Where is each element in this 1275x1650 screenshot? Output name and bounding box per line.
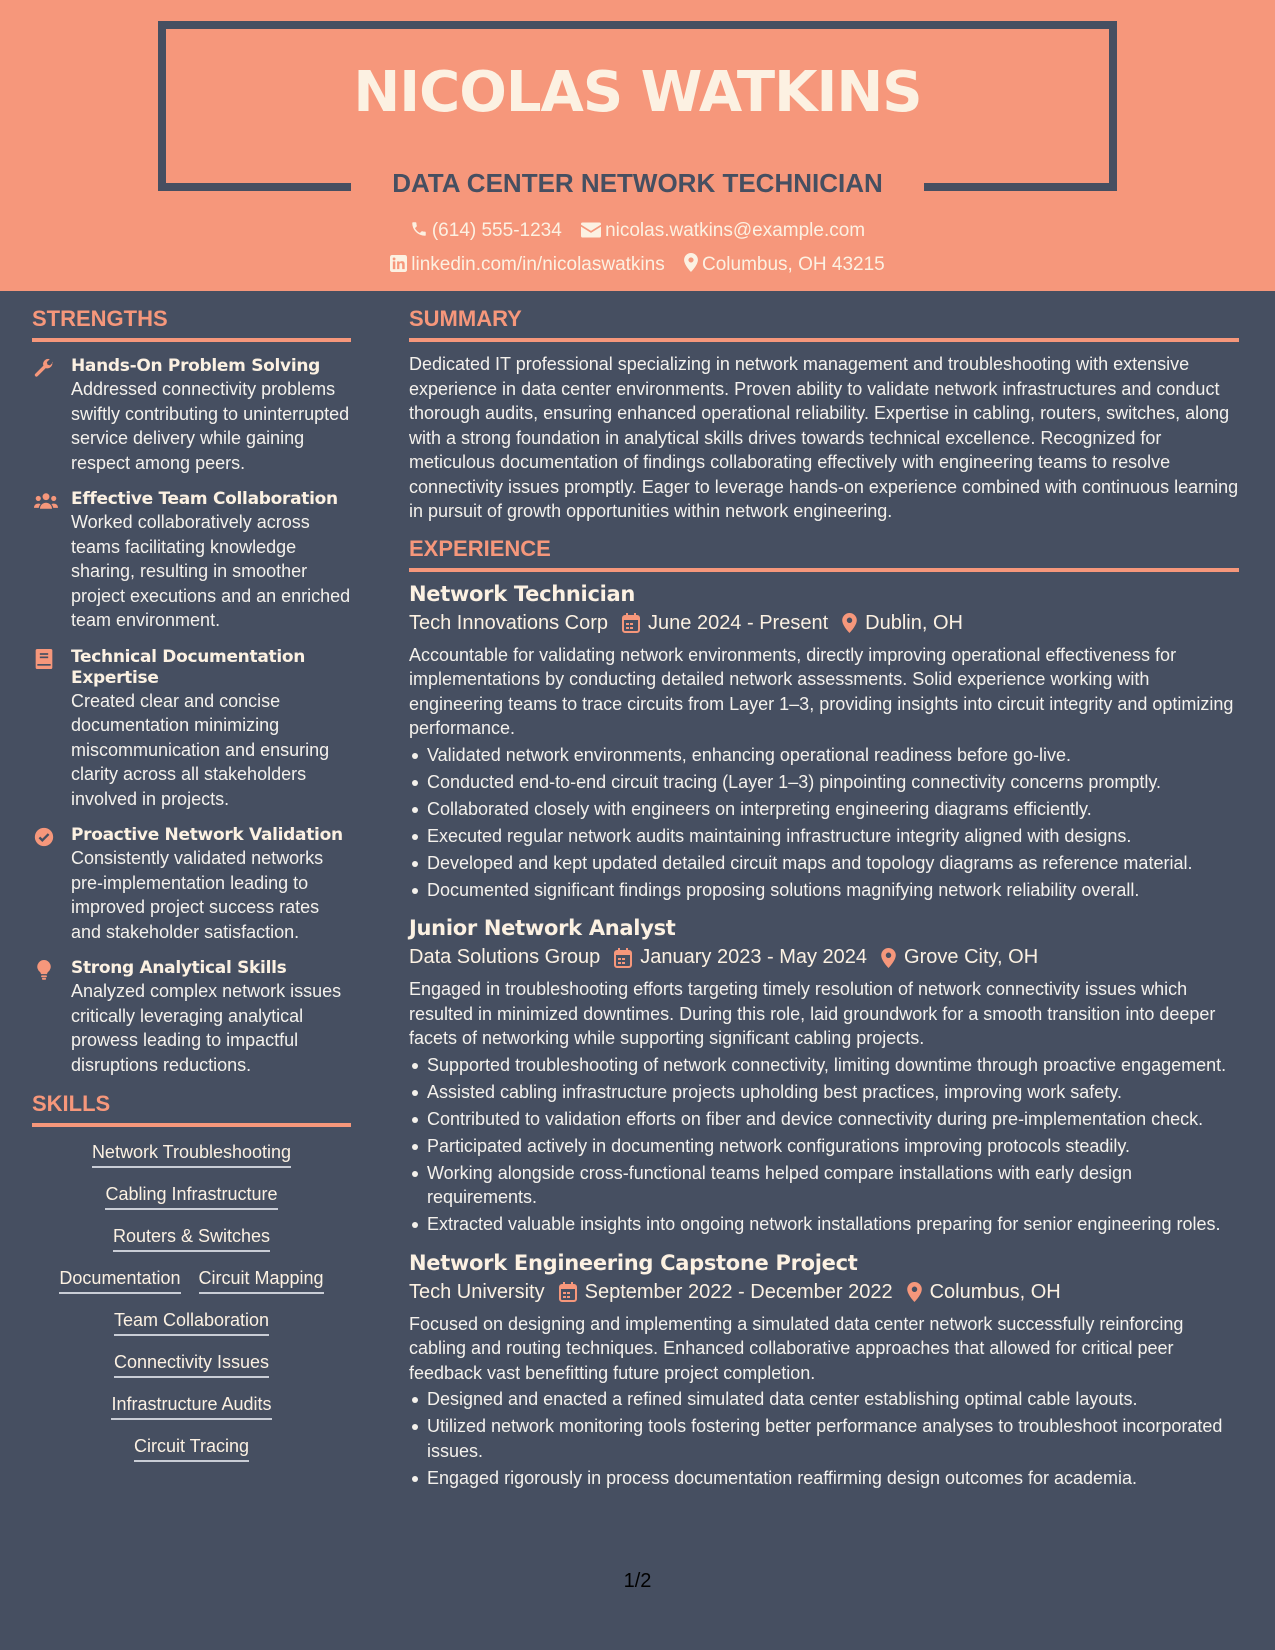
contact-row [0,253,1275,276]
phone-contact[interactable] [410,220,562,242]
company-name: Tech Innovations Corp [409,611,609,634]
check-circle-icon [34,827,54,847]
envelope-icon [581,222,601,238]
bullet-item: Contributed to validation efforts on fiber and device connectivity during pre-implementation check. [409,1107,1239,1132]
strength-text: Worked collaboratively across teams facilitating knowledge sharing, resulting in smoother project executions and an enriched team environment. [71,512,351,630]
section-heading: STRENGTHS [32,306,168,331]
left-column [32,306,351,1477]
strength-item [32,647,351,812]
bullet-item: Executed regular network audits maintaining infrastructure integrity aligned with designs. [409,824,1239,849]
summary-section [409,306,1239,524]
map-pin-icon [684,253,698,272]
resume-header [0,0,1275,291]
job-description: Engaged in troubleshooting efforts targeting timely resolution of network connectivity issues which resulted in minimized downtimes. During this role, laid groundwork for a smooth transition into deeper facets of networking while supporting significant cabling projects. [409,979,1216,1048]
job-bullets [409,1387,1239,1490]
experience-entry [409,1249,1239,1491]
bullet-item: Documented significant findings proposing solutions magnifying network reliability overall. [409,878,1239,903]
bullet-item: Assisted cabling infrastructure projects upholding best practices, improving work safety. [409,1080,1239,1105]
section-divider [32,1123,351,1127]
calendar-icon [559,1282,577,1302]
email-text: nicolas.watkins@example.com [605,220,866,241]
section-heading: SUMMARY [409,306,522,331]
job-bullets [409,743,1239,903]
strength-text: Consistently validated networks pre-implementation leading to improved project success rates and stakeholder satisfaction. [71,848,324,942]
bullet-item: Utilized network monitoring tools fostering better performance analyses to troubleshoot incorporated issues. [409,1414,1239,1463]
experience-section [409,536,1239,1491]
job-dates: September 2022 - December 2022 [584,1280,893,1303]
right-column [409,306,1239,1493]
bullet-item: Participated actively in documenting network configurations improving protocols steadily. [409,1134,1239,1159]
header-frame [158,21,1117,29]
job-meta [409,612,1239,635]
skills-section [32,1091,351,1462]
job-bullets [409,1053,1239,1237]
strength-title: Hands-On Problem Solving [71,356,321,376]
skill-tag: Circuit Tracing [134,1435,249,1462]
section-heading: EXPERIENCE [409,535,551,561]
experience-entry [409,914,1239,1237]
skill-tag: Documentation [59,1267,180,1294]
company-name: Tech University [409,1280,545,1303]
phone-text: (614) 555-1234 [431,220,562,241]
job-role: Network Technician [409,581,636,606]
section-heading: SKILLS [32,1091,111,1116]
skill-tag: Routers & Switches [113,1225,270,1252]
map-pin-icon [881,948,896,968]
strength-item [32,356,351,475]
strength-title: Proactive Network Validation [71,825,343,845]
job-description: Focused on designing and implementing a simulated data center network successfully reinforcing cabling and routing techniques. Enhanced collaborative approaches that allowed for critical peer feedback vast benefitting future project completion. [409,1313,1184,1383]
bullet-item: Supported troubleshooting of network connectivity, limiting downtime through proactive engagement. [409,1053,1239,1078]
section-divider [32,338,351,342]
location-text: Columbus, OH 43215 [702,254,885,275]
section-divider [409,568,1239,572]
company-name: Data Solutions Group [409,946,601,968]
bullet-item: Designed and enacted a refined simulated data center establishing optimal cable layouts. [409,1387,1239,1412]
strength-text: Analyzed complex network issues critically leveraging analytical prowess leading to impactful disruptions reductions. [71,981,342,1075]
skill-tag: Team Collaboration [114,1309,269,1336]
job-meta [409,1281,1239,1304]
contact-row [0,220,1275,242]
skill-tag: Cabling Infrastructure [105,1183,277,1210]
linkedin-text: linkedin.com/in/nicolaswatkins [411,254,665,275]
job-dates: January 2023 - May 2024 [640,946,868,968]
page-number: 1/2 [623,1570,652,1592]
bullet-item: Conducted end-to-end circuit tracing (Layer 1–3) pinpointing connectivity concerns promptly. [409,770,1239,795]
job-location: Grove City, OH [904,946,1039,968]
location-contact [684,253,885,276]
wrench-icon [34,358,54,378]
strength-item [32,958,351,1077]
bullet-item: Engaged rigorously in process documentation reaffirming design outcomes for academia. [409,1466,1239,1491]
section-divider [409,338,1239,342]
bullet-item: Extracted valuable insights into ongoing network installations preparing for senior engineering roles. [409,1212,1239,1237]
strength-title: Effective Team Collaboration [71,489,338,509]
job-location: Dublin, OH [865,611,963,634]
map-pin-icon [907,1282,922,1302]
calendar-icon [622,613,640,633]
users-icon [34,491,58,511]
linkedin-contact[interactable] [390,254,664,276]
job-role: Junior Network Analyst [409,916,676,940]
map-pin-icon [842,613,857,633]
strength-title: Technical Documentation Expertise [71,646,306,688]
job-title: DATA CENTER NETWORK TECHNICIAN [392,168,883,198]
strengths-section [32,306,351,1077]
calendar-icon [614,948,632,968]
candidate-name: NICOLAS WATKINS [353,60,922,125]
job-dates: June 2024 - Present [648,611,829,634]
bullet-item: Developed and kept updated detailed circuit maps and topology diagrams as reference material. [409,851,1239,876]
strength-title: Strong Analytical Skills [71,958,287,978]
lightbulb-icon [34,960,54,980]
skill-tag: Circuit Mapping [199,1267,324,1294]
skills-list [32,1141,351,1462]
bullet-item: Collaborated closely with engineers on interpreting engineering diagrams efficiently. [409,797,1239,822]
strength-text: Created clear and concise documentation minimizing miscommunication and ensuring clarity across all stakeholders involved in projects. [71,690,330,809]
strength-text: Addressed connectivity problems swiftly contributing to uninterrupted service delivery while gaining respect among peers. [71,379,350,473]
book-icon [34,649,54,669]
experience-entry [409,580,1239,903]
strength-item [32,489,351,633]
job-location: Columbus, OH [929,1280,1061,1303]
bullet-item: Validated network environments, enhancing operational readiness before go-live. [409,743,1239,768]
linkedin-icon [390,255,407,272]
email-contact[interactable] [581,220,865,242]
strength-item [32,825,351,944]
job-description: Accountable for validating network environments, directly improving operational effectiveness for implementations by conducting detailed network assessments. Solid experience working with engineering teams to trace circuits from Layer 1–3, providing insights into circuit integrity and optimizing performance. [409,644,1234,738]
bullet-item: Working alongside cross-functional teams helped compare installations with early design requirements. [409,1161,1239,1210]
job-role: Network Engineering Capstone Project [409,1250,858,1275]
skill-tag: Connectivity Issues [114,1351,269,1378]
skill-tag: Network Troubleshooting [92,1141,291,1168]
phone-icon [410,220,428,238]
skill-tag: Infrastructure Audits [111,1393,271,1420]
summary-text: Dedicated IT professional specializing in network management and troubleshooting with extensive experience in data center environments. Proven ability to validate network infrastructures and conduct thorough audits, ensuring enhanced operational reliability. Expertise in cabling, routers, switches, along with a strong foundation in analytical skills drives towards technical excellence. Recognized for meticulous documentation of findings collaborating effectively with engineering teams to resolve connectivity issues promptly. Eager to leverage hands-on experience combined with continuous learning in pursuit of growth opportunities within network engineering. [409,354,1239,521]
job-meta [409,946,1239,969]
